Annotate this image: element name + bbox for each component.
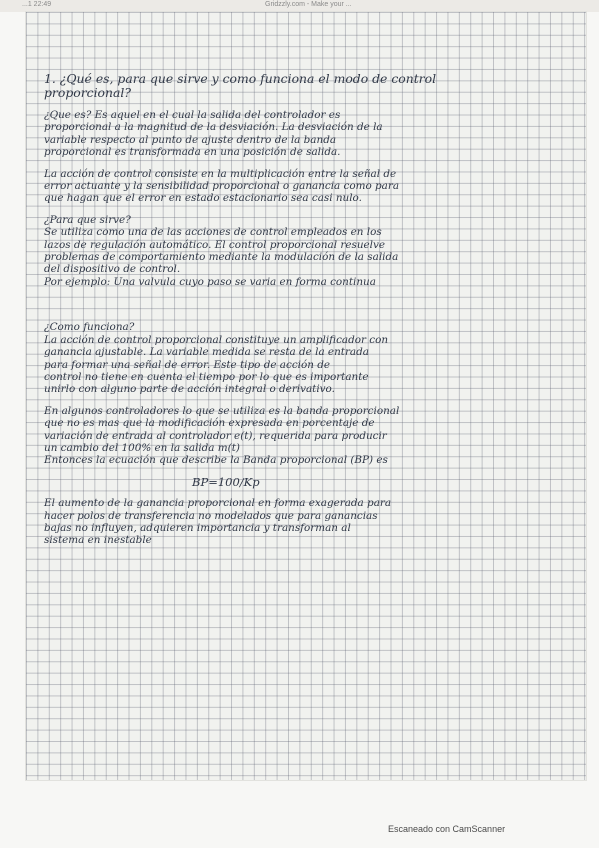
accion-line: error actuante y la sensibilidad proporcional o ganancia como para [44, 180, 400, 193]
banda-line: un cambio del 100% en la salida m(t) [44, 441, 240, 454]
para-que-line: problemas de comportamiento mediante la modulación de la salida [44, 251, 399, 264]
aumento-line: sistema en inestable [44, 534, 152, 547]
como-funciona-line: La acción de control proporcional constituye un amplificador con [44, 333, 389, 346]
aumento-line: bajas no influyen, adquieren importancia y transforman al [44, 521, 351, 534]
para-que-line: del dispositivo de control. [44, 263, 181, 276]
como-funciona-line: ganancia ajustable. La variable medida se resta de la entrada [44, 346, 369, 359]
para-que-example: Por ejemplo: Una valvula cuyo paso se varia en forma continua [44, 275, 376, 288]
que-es-line: proporcional a la magnitud de la desviación. La desviación de la [44, 121, 383, 134]
banda-line: variación de entrada al controlador e(t), requerida para producir [44, 429, 387, 442]
question-title-line-2: proporcional? [44, 85, 131, 100]
header-site-name: Gridzzly.com - Make your ... [265, 1, 352, 8]
accion-line: que hagan que el error en estado estacionario sea casi nulo. [44, 192, 362, 205]
header-timestamp: ...1 22:49 [22, 1, 52, 8]
como-funciona-line: para formar una señal de error. Este tipo de acción de [44, 358, 331, 371]
question-title-line-1: 1. ¿Qué es, para que sirve y como funciona el modo de control [44, 71, 437, 86]
aumento-line: El aumento de la ganancia proporcional en forma exagerada para [44, 497, 392, 510]
que-es-line: variable respecto al punto de ajuste dentro de la banda [44, 133, 337, 146]
banda-formula: BP=100/Kp [192, 474, 260, 489]
para-que-line: Se utiliza como una de las acciones de control empleados en los [44, 226, 382, 239]
para-que-line: lazos de regulación automático. El control proporcional resuelve [44, 238, 386, 251]
que-es-line: ¿Que es? Es aquel en el cual la salida del controlador es [44, 109, 341, 121]
que-es-line: proporcional es transformada en una posición de salida. [44, 146, 341, 159]
banda-line: En algunos controladores lo que se utiliza es la banda proporcional [44, 404, 400, 417]
como-funciona-heading: ¿Como funciona? [44, 321, 135, 334]
como-funciona-line: control no tiene en cuenta el tiempo por lo que es importante [44, 370, 369, 383]
camscanner-watermark: Escaneado con CamScanner [388, 824, 506, 834]
aumento-line: hacer polos de transferencia no modelados que para ganancias [44, 509, 378, 522]
como-funciona-line: unirlo con alguno parte de acción integral o derivativo. [44, 383, 335, 396]
banda-line: que no es mas que la modificación expresada en porcentaje de [44, 417, 375, 430]
banda-line: Entonces la ecuación que describe la Banda proporcional (BP) es [44, 454, 388, 467]
para-que-heading: ¿Para que sirve? [44, 213, 131, 226]
handwritten-notes [44, 72, 548, 547]
accion-line: La acción de control consiste en la multiplicación entre la señal de [44, 167, 397, 180]
